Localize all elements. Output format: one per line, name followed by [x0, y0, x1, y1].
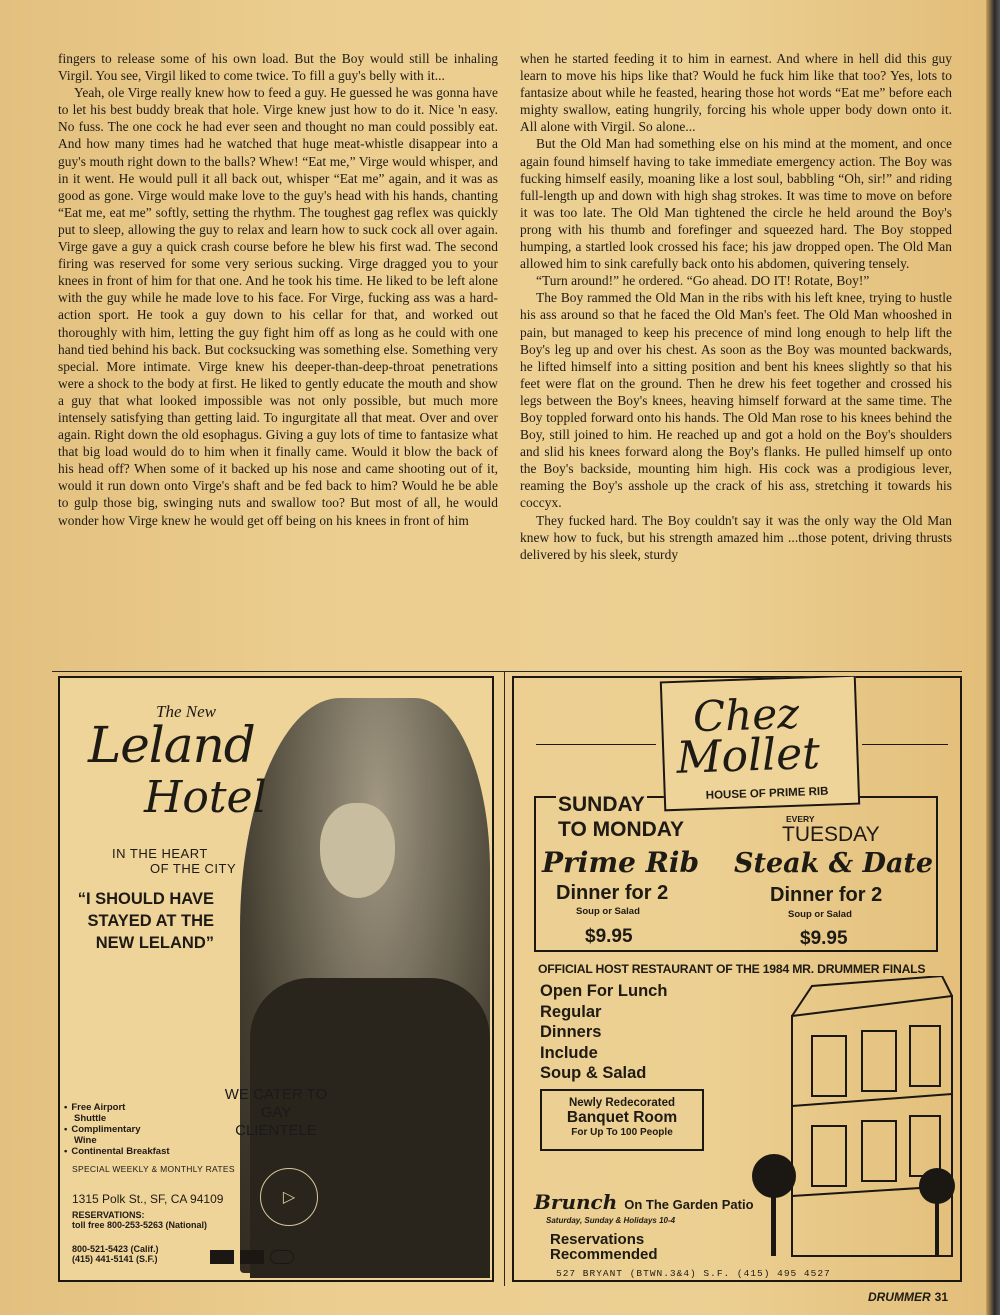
banquet-line: Newly Redecorated	[568, 1097, 676, 1109]
phone-sf: (415) 441-5141 (S.F.)	[72, 1254, 158, 1264]
tagline-line1: IN THE HEART	[112, 846, 208, 861]
amenity-item: • Continental Breakfast	[64, 1146, 170, 1157]
restaurant-logo	[660, 676, 860, 811]
brunch-title: Brunch On The Garden Patio	[534, 1190, 754, 1214]
lunch-line: Include	[540, 1043, 598, 1062]
horizontal-divider	[52, 671, 962, 672]
restaurant-building-illustration	[752, 976, 958, 1266]
tuesday-heading: TUESDAY	[782, 823, 880, 846]
hotel-name: Leland	[88, 716, 255, 774]
lunch-line: Dinners	[540, 1023, 602, 1041]
banquet-box	[540, 1089, 704, 1151]
dinner-offer: Dinner for 2	[770, 884, 883, 906]
cater-text: WE CATER TO GAY CLIENTELE	[224, 1086, 328, 1139]
reservations-block	[72, 1210, 207, 1230]
decorative-rule	[862, 744, 948, 745]
official-host-line: OFFICIAL HOST RESTAURANT OF THE 1984 MR. DRUMMER FINALS	[538, 962, 926, 976]
card-icon	[270, 1250, 294, 1264]
lunch-line: Soup & Salad	[540, 1064, 647, 1082]
phone-calif: 800-521-5423 (Calif.)	[72, 1244, 159, 1254]
every-label: EVERY	[786, 814, 815, 824]
reservations-recommended: Reservations Recommended	[550, 1231, 658, 1263]
story-paragraph: The Boy rammed the Old Man in the ribs with his left knee, trying to hustle his ass around so that he faced the Old Man's feet. The Old Man whooshed in pain, but managed to keep his precence of mind long enough to help lift the Boy's leg up and over his chest. As soon as the Boy was mounted backwards, he lifted himself into a sitting position and bent his knees slightly so that his feet were flat on the ground. Then he drew his feet together and crossed his legs between the Boy's knees, heaving himself forward at the same time. The Boy toppled forward onto his hands. The Old Man rose to his knees behind the Boy, still joined to him. He reached up and got a hold on the Boy's shoulders and slid his knees forward along the Boy's flanks. He pulled himself up onto the Boy's backside, mounting him high. His cock was a prodigious lever, reaming the Boy's asshole up the crack of his ass, stretching it towards his coccyx.	[520, 290, 952, 511]
page-spine-edge	[986, 0, 1000, 1315]
reservations-label: RESERVATIONS:	[72, 1210, 145, 1220]
page-number: 31	[934, 1290, 948, 1304]
card-icon	[210, 1250, 234, 1264]
story-paragraph: But the Old Man had something else on his mind at the moment, and once again found himself having to take immediate emergency action. The Boy was fucking himself easily, moaning like a lost soul, babbling “Oh, sir!” and riding full-length up and down with high shag strokes. It was time to move on before it was too late. The Old Man tightened the circle he held around the Boy's prong with his thumb and forefinger and squeezed hard. The Boy stopped humping, a startled look crossed his face; his jaw dropped open. The Old Man allowed him to sink carefully back onto his abdomen, quivering tensely.	[520, 136, 952, 272]
soup-salad-note: Soup or Salad	[788, 909, 852, 920]
hotel-word: Hotel	[144, 772, 267, 823]
page-footer	[868, 1290, 948, 1304]
dinner-offer: Dinner for 2	[556, 882, 669, 904]
banquet-line: For Up To 100 People	[571, 1127, 673, 1138]
amenity-item: • Free Airport Shuttle	[64, 1102, 170, 1124]
decorative-rule	[536, 744, 656, 745]
credit-card-icons	[210, 1250, 294, 1264]
story-column-left	[58, 50, 498, 529]
magazine-name: DRUMMER	[867, 1290, 931, 1304]
banquet-line: Banquet Room	[566, 1109, 678, 1126]
story-paragraph: when he started feeding it to him in earnest. And where in hell did this guy learn to move his hips like that? Would he fuck him like that too? Yes, lots to fantasize about while he feasted, hearing those hot words “Eat me” before each mighty swallow, eating hungrily, forcing his whole upper body down onto it. All alone with Virgil. So alone...	[520, 51, 952, 135]
ad-quote: “I SHOULD HAVE STAYED AT THE NEW LELAND”	[77, 890, 214, 952]
price: $9.95	[800, 928, 848, 949]
to-monday-heading: TO MONDAY	[558, 818, 685, 841]
story-paragraph: Yeah, ole Virge really knew how to feed a guy. He guessed he was gonna have to let his best buddy break that hole. Virge knew just how to do it. Nice 'n easy. No fuss. The one cock he had ever seen and thought no man could possibly eat. And how many times had he watched that huge meat-whistle disappear into a guy's mouth right down to the balls? Whew! “Eat me,” Virge would whisper, and in it went. He would pull it all back out, whisper “Eat me” again, and it was as good as gone. Virge would make love to the guy's head with his hands, chanting “Eat me, eat me” softly, setting the rhythm. The toughest gag reflex was quickly put to sleep, allowing the guy to relax and learn how to suck cock all over again. Virge gave a guy a quick crash course before he blew his first wad. The second firing was reserved for some very serious sucking. Virge dragged you to your knees in front of him for that one. And he took his time. He liked to be left alone with the guy while he made love to his face. For Virge, fucking ass was a hard-action sport. He took a guy down to his cellar for that, and worked out thoroughly with him, letting the guy fight him off as long as he could with one hand tied behind his back. But cocksucking was something else. Something very special. More intimate. Virge knew his deeper-than-deep-throat penetrations were a shock to the body at first. He liked to gently educate the mouth and show a guy that what looked impossible was not only possible, but much more intensely satisfying than getting laid. To ingurgitate all that meat. Over and over again. Right down the old esophagus. Giving a guy lots of time to fantasize what that big load would do to him when it finally came. Would it blow the back of his head off? When some of it backed up his nose and came shooting out of it, would it run down onto Virge's shaft and be fed back to him? Would he be able to gulp those big, swinging nuts and swallow too? But most of all, he would wonder how Virge knew he would get off being on his knees in front of him	[58, 85, 498, 528]
amenity-item: • Complimentary Wine	[64, 1124, 170, 1146]
amenities-list	[64, 1102, 170, 1157]
lunch-line: Regular	[540, 1002, 602, 1021]
chez-mollet-ad	[512, 676, 962, 1282]
steak-date-title: Steak & Date	[734, 848, 934, 879]
tagline-line2: OF THE CITY	[150, 861, 237, 876]
price: $9.95	[585, 926, 633, 947]
lunch-list	[540, 981, 667, 1084]
logo-subtitle: HOUSE OF PRIME RIB	[705, 785, 829, 802]
phone-block	[72, 1244, 159, 1264]
logo-chez: Chez	[692, 688, 801, 742]
card-icon	[240, 1250, 264, 1264]
sunday-heading: SUNDAY	[558, 793, 645, 816]
story-column-right	[520, 50, 952, 563]
cable-car-seal-icon: ▷	[260, 1168, 318, 1226]
tollfree-number: toll free 800-253-5263 (National)	[72, 1220, 208, 1230]
restaurant-address: 527 BRYANT (BTWN.3&4) S.F. (415) 495 4527	[556, 1268, 831, 1279]
model-face	[320, 803, 395, 898]
soup-salad-note: Soup or Salad	[576, 906, 640, 917]
logo-mollet: Mollet	[675, 727, 821, 784]
story-paragraph: They fucked hard. The Boy couldn't say it was the only way the Old Man knew how to fuck, but his strength amazed him ...those potent, driving thrusts delivered by his sleek, sturdy	[520, 512, 952, 562]
lunch-line: Open For Lunch	[540, 982, 668, 1000]
leland-hotel-ad	[58, 676, 494, 1282]
hotel-address: 1315 Polk St., SF, CA 94109	[72, 1192, 224, 1206]
story-paragraph: fingers to release some of his own load. But the Boy would still be inhaling Virgil. You see, Virgil liked to come twice. To fill a guy's belly with it...	[58, 51, 498, 84]
prime-rib-title: Prime Rib	[542, 846, 700, 879]
ad-kicker: The New	[156, 702, 216, 721]
brunch-hours: Saturday, Sunday & Holidays 10-4	[546, 1216, 676, 1225]
vertical-divider	[504, 671, 505, 1286]
story-paragraph: “Turn around!” he ordered. “Go ahead. DO IT! Rotate, Boy!”	[536, 273, 870, 289]
rates-text: SPECIAL WEEKLY & MONTHLY RATES	[72, 1164, 235, 1174]
